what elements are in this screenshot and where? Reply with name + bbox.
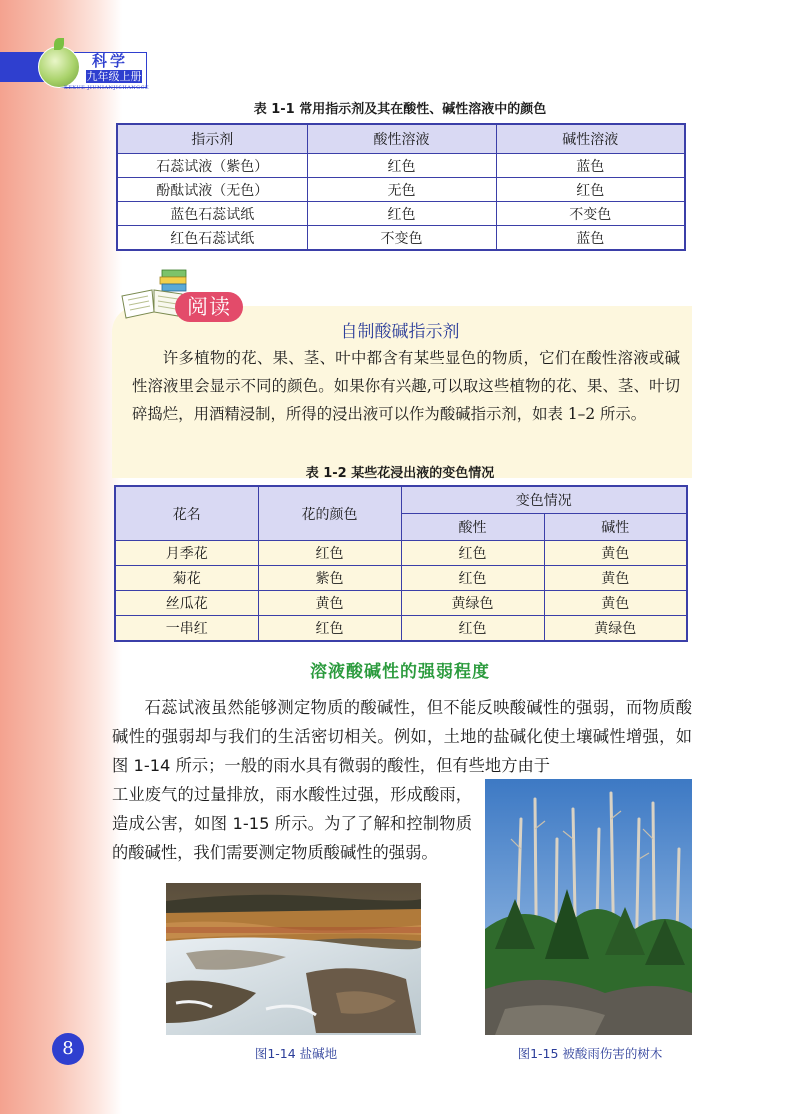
table-header-cell: 指示剂 xyxy=(117,124,307,154)
table-row xyxy=(117,178,685,202)
table-cell: 菊花 xyxy=(115,566,258,591)
table2-caption: 表 1-2 某些花浸出液的变色情况 xyxy=(305,466,495,481)
table-cell: 石蕊试液（紫色） xyxy=(117,154,307,178)
table-header-cell: 酸性 xyxy=(401,514,544,541)
table-cell: 红色 xyxy=(401,616,544,642)
globe-logo-icon xyxy=(38,46,80,88)
table-cell: 红色 xyxy=(401,541,544,566)
body-paragraph-continued: 工业废气的过量排放，雨水酸性过强，形成酸雨，造成公害，如图 1-15 所示。为了了解和控制物质的酸碱性，我们需要测定物质酸碱性的强弱。 xyxy=(112,785,472,862)
table-header-row xyxy=(115,486,687,514)
reading-tag: 阅读 xyxy=(175,292,243,322)
leaf-icon xyxy=(54,38,64,50)
subject-title: 科学 xyxy=(92,52,129,70)
table-cell: 丝瓜花 xyxy=(115,591,258,616)
decorative-side-band xyxy=(0,0,122,1114)
table-cell: 黄绿色 xyxy=(544,616,687,642)
table-cell: 红色 xyxy=(258,616,401,642)
section-title: 溶液酸碱性的强弱程度 xyxy=(310,662,490,682)
table-cell: 无色 xyxy=(307,178,496,202)
table-cell: 紫色 xyxy=(258,566,401,591)
grade-label: 九年级上册 xyxy=(86,70,142,83)
table-cell: 红色 xyxy=(307,202,496,226)
table-cell: 不变色 xyxy=(307,226,496,251)
figure-caption-right: 图1-15 被酸雨伤害的树木 xyxy=(517,1046,663,1061)
table-header-cell: 碱性溶液 xyxy=(496,124,685,154)
page-number: 8 xyxy=(52,1033,84,1065)
table-cell: 不变色 xyxy=(496,202,685,226)
body-paragraph: 石蕊试液虽然能够测定物质的酸碱性，但不能反映酸碱性的强弱，而物质酸碱性的强弱却与我们的生活密切相关。例如，土地的盐碱化使土壤碱性增强，如图 1-14 所示；一般的雨水具有微弱的酸性，但有些地方由于 xyxy=(112,698,692,775)
table-cell: 酚酞试液（无色） xyxy=(117,178,307,202)
table-header-row xyxy=(117,124,685,154)
table-header-cell: 酸性溶液 xyxy=(307,124,496,154)
table-cell: 蓝色 xyxy=(496,226,685,251)
table-cell: 红色 xyxy=(258,541,401,566)
table-row xyxy=(115,616,687,642)
reading-title: 自制酸碱指示剂 xyxy=(340,322,460,342)
table-cell: 一串红 xyxy=(115,616,258,642)
table-cell: 红色石蕊试纸 xyxy=(117,226,307,251)
table-row xyxy=(117,202,685,226)
table-row xyxy=(115,591,687,616)
table-cell: 蓝色 xyxy=(496,154,685,178)
table-header-cell: 花的颜色 xyxy=(258,486,401,541)
table-cell: 月季花 xyxy=(115,541,258,566)
indicator-table xyxy=(116,123,686,251)
table-header-cell: 花名 xyxy=(115,486,258,541)
table-cell: 黄色 xyxy=(544,566,687,591)
table1-caption: 表 1-1 常用指示剂及其在酸性、碱性溶液中的颜色 xyxy=(253,102,547,117)
pinyin-label: KEXUE JIUNIANJISHANGCE xyxy=(64,85,150,91)
table-cell: 黄色 xyxy=(544,541,687,566)
table-row xyxy=(117,226,685,251)
saline-alkali-land-photo xyxy=(166,883,421,1035)
table-row xyxy=(115,541,687,566)
table-row xyxy=(115,566,687,591)
acid-rain-damaged-trees-photo xyxy=(485,779,692,1035)
table-cell: 黄绿色 xyxy=(401,591,544,616)
table-cell: 红色 xyxy=(496,178,685,202)
table-cell: 蓝色石蕊试纸 xyxy=(117,202,307,226)
table-cell: 红色 xyxy=(401,566,544,591)
table-cell: 黄色 xyxy=(258,591,401,616)
figure-caption-left: 图1-14 盐碱地 xyxy=(254,1046,338,1061)
table-header-cell: 碱性 xyxy=(544,514,687,541)
table-cell: 黄色 xyxy=(544,591,687,616)
table-cell: 红色 xyxy=(307,154,496,178)
reading-paragraph: 许多植物的花、果、茎、叶中都含有某些显色的物质，它们在酸性溶液或碱性溶液里会显示不同的颜色。如果你有兴趣,可以取这些植物的花、果、茎、叶切碎捣烂，用酒精浸制，所得的浸出液可以作为酸碱指示剂，如表 1–2 所示。 xyxy=(132,349,680,423)
flower-extract-table xyxy=(114,485,688,642)
reading-body xyxy=(132,344,680,428)
table-header-cell: 变色情况 xyxy=(401,486,687,514)
table-row xyxy=(117,154,685,178)
